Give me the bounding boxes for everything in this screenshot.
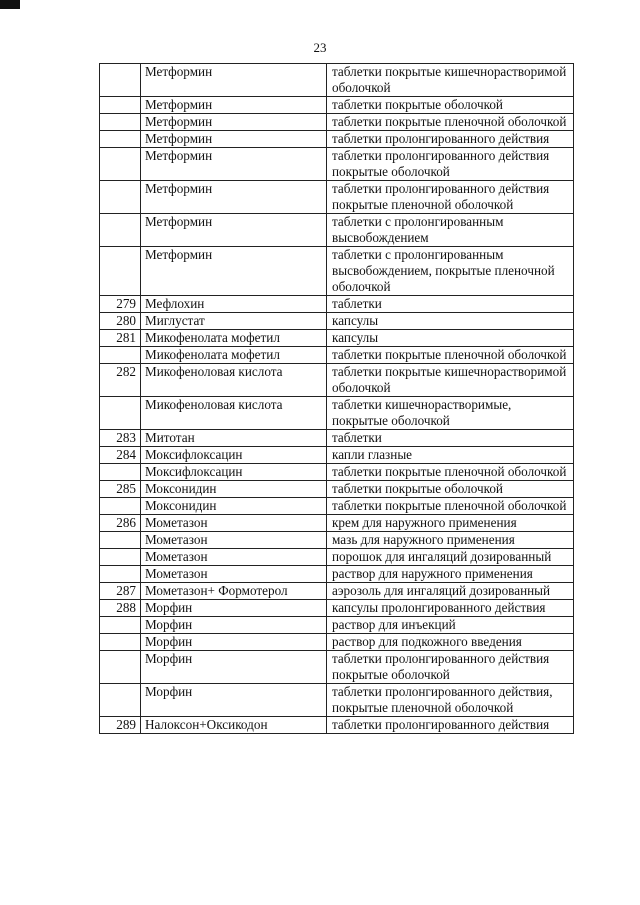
table-row [100,566,574,583]
table-row [100,532,574,549]
table-row [100,148,574,181]
drug-name-cell: Микофеноловая кислота [141,397,327,430]
drug-name-cell: Метформин [141,181,327,214]
row-number-cell [100,464,141,481]
drug-table-body [100,64,574,734]
drug-name-cell: Морфин [141,651,327,684]
row-number-cell: 281 [100,330,141,347]
row-number-cell [100,114,141,131]
row-number-cell: 280 [100,313,141,330]
table-row [100,600,574,617]
dosage-form-cell: таблетки с пролонгированным высвобождением, покрытые пленочной оболочкой [327,247,574,296]
row-number-cell: 288 [100,600,141,617]
drug-name-cell: Метформин [141,97,327,114]
row-number-cell [100,97,141,114]
drug-name-cell: Мометазон [141,549,327,566]
row-number-cell: 279 [100,296,141,313]
row-number-cell [100,684,141,717]
drug-name-cell: Метформин [141,64,327,97]
row-number-cell [100,498,141,515]
dosage-form-cell: порошок для ингаляций дозированный [327,549,574,566]
drug-name-cell: Мометазон [141,532,327,549]
dosage-form-cell: таблетки покрытые пленочной оболочкой [327,464,574,481]
table-row [100,549,574,566]
drug-name-cell: Налоксон+Оксикодон [141,717,327,734]
drug-name-cell: Митотан [141,430,327,447]
row-number-cell [100,617,141,634]
table-row [100,717,574,734]
dosage-form-cell: мазь для наружного применения [327,532,574,549]
dosage-form-cell: капсулы [327,330,574,347]
table-row [100,247,574,296]
dosage-form-cell: аэрозоль для ингаляций дозированный [327,583,574,600]
drug-name-cell: Морфин [141,600,327,617]
row-number-cell [100,131,141,148]
table-row [100,583,574,600]
table-row [100,498,574,515]
drug-table [99,63,574,734]
dosage-form-cell: таблетки с пролонгированным высвобождением [327,214,574,247]
table-row [100,97,574,114]
dosage-form-cell: капсулы [327,313,574,330]
row-number-cell: 283 [100,430,141,447]
dosage-form-cell: капли глазные [327,447,574,464]
drug-name-cell: Моксонидин [141,481,327,498]
dosage-form-cell: таблетки пролонгированного действия покрытые оболочкой [327,651,574,684]
table-row [100,181,574,214]
table-row [100,313,574,330]
row-number-cell: 286 [100,515,141,532]
row-number-cell: 284 [100,447,141,464]
dosage-form-cell: таблетки пролонгированного действия покрытые оболочкой [327,148,574,181]
table-row [100,64,574,97]
drug-name-cell: Моксифлоксацин [141,464,327,481]
drug-name-cell: Метформин [141,148,327,181]
dosage-form-cell: таблетки [327,296,574,313]
table-row [100,634,574,651]
dosage-form-cell: таблетки покрытые кишечнорастворимой оболочкой [327,64,574,97]
row-number-cell [100,634,141,651]
drug-name-cell: Морфин [141,684,327,717]
row-number-cell [100,181,141,214]
row-number-cell [100,247,141,296]
table-row [100,447,574,464]
row-number-cell: 285 [100,481,141,498]
dosage-form-cell: капсулы пролонгированного действия [327,600,574,617]
drug-name-cell: Моксифлоксацин [141,447,327,464]
drug-name-cell: Метформин [141,131,327,148]
table-row [100,397,574,430]
table-row [100,114,574,131]
table-row [100,364,574,397]
drug-name-cell: Миглустат [141,313,327,330]
drug-name-cell: Метформин [141,114,327,131]
row-number-cell [100,566,141,583]
table-row [100,684,574,717]
table-row [100,617,574,634]
table-row [100,651,574,684]
row-number-cell: 287 [100,583,141,600]
dosage-form-cell: таблетки покрытые кишечнорастворимой оболочкой [327,364,574,397]
dosage-form-cell: таблетки [327,430,574,447]
dosage-form-cell: таблетки покрытые оболочкой [327,97,574,114]
drug-name-cell: Мометазон [141,515,327,532]
scan-corner-mark [0,0,20,9]
dosage-form-cell: таблетки пролонгированного действия покрытые пленочной оболочкой [327,181,574,214]
row-number-cell [100,64,141,97]
dosage-form-cell: таблетки покрытые оболочкой [327,481,574,498]
row-number-cell: 289 [100,717,141,734]
drug-name-cell: Метформин [141,247,327,296]
dosage-form-cell: таблетки пролонгированного действия, покрытые пленочной оболочкой [327,684,574,717]
dosage-form-cell: таблетки покрытые пленочной оболочкой [327,114,574,131]
dosage-form-cell: таблетки пролонгированного действия [327,131,574,148]
table-row [100,481,574,498]
dosage-form-cell: раствор для инъекций [327,617,574,634]
drug-name-cell: Мометазон [141,566,327,583]
drug-name-cell: Мометазон+ Формотерол [141,583,327,600]
dosage-form-cell: таблетки покрытые пленочной оболочкой [327,498,574,515]
dosage-form-cell: крем для наружного применения [327,515,574,532]
table-row [100,214,574,247]
table-row [100,430,574,447]
table-row [100,296,574,313]
row-number-cell [100,347,141,364]
row-number-cell [100,549,141,566]
row-number-cell [100,214,141,247]
table-row [100,515,574,532]
table-row [100,330,574,347]
drug-name-cell: Морфин [141,634,327,651]
drug-name-cell: Моксонидин [141,498,327,515]
drug-name-cell: Мефлохин [141,296,327,313]
drug-name-cell: Микофенолата мофетил [141,347,327,364]
drug-name-cell: Морфин [141,617,327,634]
dosage-form-cell: таблетки кишечнорастворимые, покрытые оболочкой [327,397,574,430]
table-row [100,347,574,364]
row-number-cell [100,397,141,430]
table-row [100,464,574,481]
dosage-form-cell: раствор для подкожного введения [327,634,574,651]
drug-name-cell: Метформин [141,214,327,247]
dosage-form-cell: раствор для наружного применения [327,566,574,583]
page-number: 23 [313,40,327,55]
row-number-cell [100,532,141,549]
dosage-form-cell: таблетки пролонгированного действия [327,717,574,734]
drug-name-cell: Микофенолата мофетил [141,330,327,347]
row-number-cell: 282 [100,364,141,397]
row-number-cell [100,651,141,684]
row-number-cell [100,148,141,181]
table-row [100,131,574,148]
dosage-form-cell: таблетки покрытые пленочной оболочкой [327,347,574,364]
drug-name-cell: Микофеноловая кислота [141,364,327,397]
